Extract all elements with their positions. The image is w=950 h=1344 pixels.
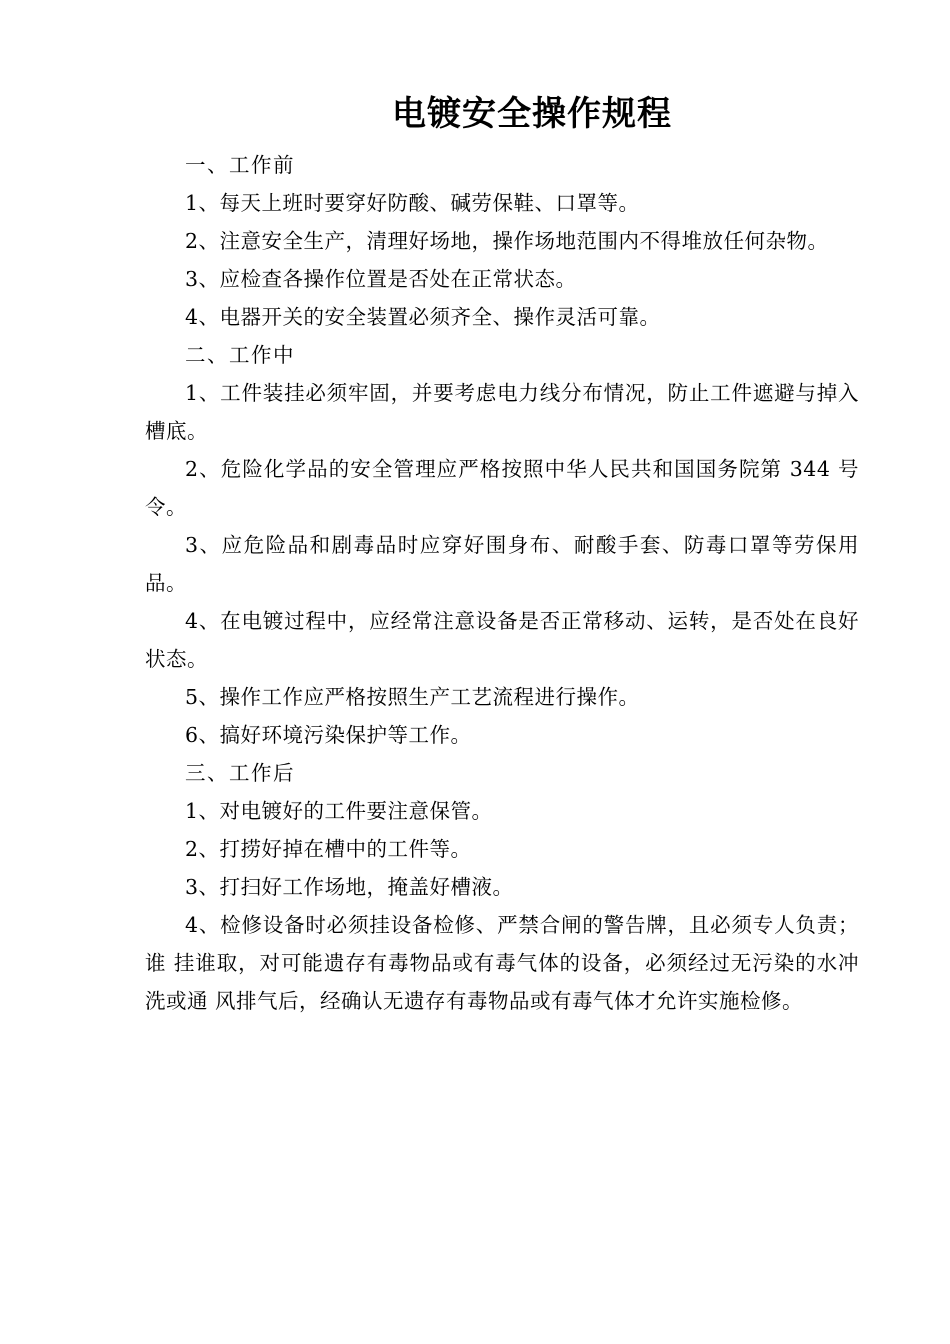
paragraph-item: 4、在电镀过程中，应经常注意设备是否正常移动、运转，是否处在良好状态。 <box>145 609 859 671</box>
section-heading-before-work: 一、工作前 <box>185 153 295 177</box>
paragraph-item: 2、注意安全生产，清理好场地，操作场地范围内不得堆放任何杂物。 <box>185 229 829 253</box>
paragraph-item: 2、打捞好掉在槽中的工件等。 <box>185 837 472 861</box>
paragraph-item: 1、每天上班时要穿好防酸、碱劳保鞋、口罩等。 <box>185 191 640 215</box>
document-body <box>145 146 859 1020</box>
paragraph-item: 1、对电镀好的工件要注意保管。 <box>185 799 493 823</box>
paragraph-item: 3、应检查各操作位置是否处在正常状态。 <box>185 267 577 291</box>
paragraph-item: 2、危险化学品的安全管理应严格按照中华人民共和国国务院第 344 号令。 <box>145 457 859 519</box>
section-heading-after-work: 三、工作后 <box>185 761 295 785</box>
paragraph-item: 3、打扫好工作场地，掩盖好槽液。 <box>185 875 514 899</box>
page-title: 电镀安全操作规程 <box>392 94 672 134</box>
paragraph-item: 6、搞好环境污染保护等工作。 <box>185 723 472 747</box>
paragraph-item: 1、工件装挂必须牢固，并要考虑电力线分布情况，防止工件遮避与掉入槽底。 <box>145 381 859 443</box>
paragraph-item: 4、电器开关的安全装置必须齐全、操作灵活可靠。 <box>185 305 661 329</box>
paragraph-item: 5、操作工作应严格按照生产工艺流程进行操作。 <box>185 685 640 709</box>
paragraph-item: 3、应危险品和剧毒品时应穿好围身布、耐酸手套、防毒口罩等劳保用品。 <box>145 533 859 595</box>
paragraph-item: 4、检修设备时必须挂设备检修、严禁合闸的警告牌，且必须专人负责；谁 挂谁取，对可能遗存有毒物品或有毒气体的设备，必须经过无污染的水冲洗或通 风排气后，经确认无遗存有毒物品或有毒气体才允许实施检修。 <box>145 913 859 1013</box>
section-heading-during-work: 二、工作中 <box>185 343 295 367</box>
